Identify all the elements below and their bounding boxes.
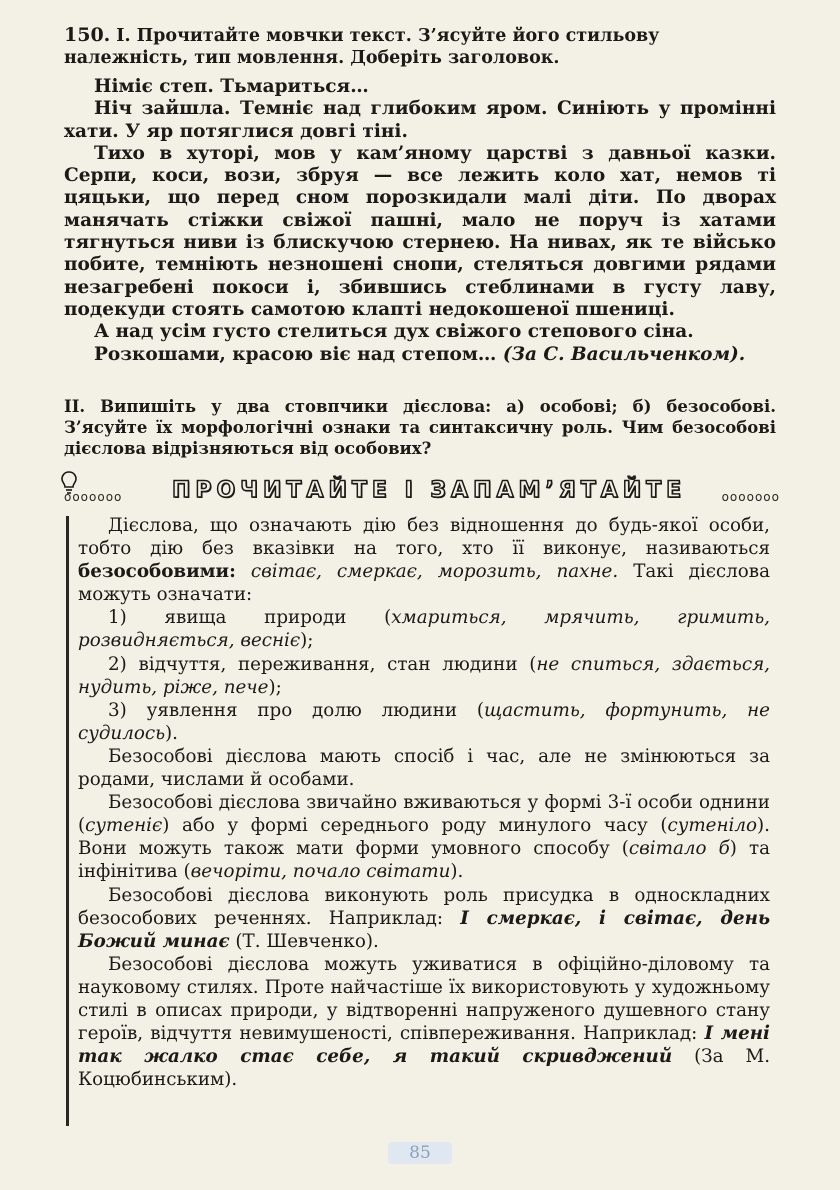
rule-text: ). Вони можуть також мати форми умовного способу ( xyxy=(78,815,770,860)
exercise-number: 150. xyxy=(64,24,111,46)
banner-title: ПРОЧИТАЙТЕ І ЗАПАМ’ЯТАЙТЕ xyxy=(172,478,687,503)
rule-text: ) та інфінітива ( xyxy=(78,838,770,883)
rule-quote: І мені так жалко стає себе, я такий скривджений xyxy=(78,1023,770,1068)
task-1-text: І. Прочитайте мовчки текст. З’ясуйте його стильову належність, тип мовлення. Доберіть заголовок. xyxy=(64,26,660,68)
rule-text: Дієслова, що означають дію без відношення до будь-якої особи, тобто дію без вказівки на того, хто її виконує, називаються xyxy=(78,515,770,560)
rule-examples: хмариться, мрячить, гримить, розвидняється, весніє xyxy=(78,607,770,652)
rule-text: ). xyxy=(450,861,464,883)
page-number: 85 xyxy=(388,1142,452,1164)
grammar-rule xyxy=(78,514,770,1091)
rule-text: (За М. Коцюбинським). xyxy=(78,1046,770,1091)
text-paragraph: А над усім густо стелиться дух свіжого степового сіна. xyxy=(94,321,694,343)
text-paragraph xyxy=(64,344,776,366)
rule-text: 2) відчуття, переживання, стан людини ( xyxy=(108,653,537,675)
rule-text: 1) явища природи ( xyxy=(108,607,392,629)
read-and-remember-banner xyxy=(60,470,780,514)
rule-examples: щастить, фортунить, не судилось xyxy=(78,699,770,744)
rule-text: (Т. Шевченко). xyxy=(229,930,379,952)
rule-quote: І смеркає, і світає, день Божий минає xyxy=(78,907,770,952)
rule-examples: не спиться, здається, нудить, ріже, пече xyxy=(78,653,770,698)
rule-list-item xyxy=(78,606,770,652)
rule-paragraph xyxy=(78,791,770,883)
rule-text: 3) уявлення про долю людини ( xyxy=(108,699,484,721)
rule-text: Безособові дієслова звичайно вживаються у формі 3-ї особи однини ( xyxy=(78,792,770,837)
rule-paragraph xyxy=(78,514,770,606)
rule-examples: світало б xyxy=(628,838,730,860)
rule-paragraph: Безособові дієслова мають спосіб і час, але не змінюються за родами, числами й особами. xyxy=(78,745,770,791)
exercise-task-2: ІІ. Випишіть у два стовпчики дієслова: а) особові; б) безособові. З’ясуйте їх морфологічні ознаки та синтаксичну роль. Чим безособові дієслова відрізняються від особових? xyxy=(64,397,776,458)
rule-text: ). xyxy=(165,722,178,744)
rule-text: Безособові дієслова виконують роль присудка в односкладних безособових реченнях. Наприклад: xyxy=(78,884,770,929)
rule-text: ); xyxy=(268,676,282,698)
rule-examples: сутеніє xyxy=(85,815,163,837)
reading-text xyxy=(64,76,776,366)
rule-text: ) або у формі середнього роду минулого часу ( xyxy=(162,815,668,837)
text-last-line: Розкошами, красою віє над степом… xyxy=(94,343,497,365)
rule-side-bar xyxy=(66,516,69,1126)
exercise-task-1 xyxy=(64,24,776,69)
banner-dots-right: ooooooo xyxy=(721,490,780,504)
rule-term: безособовими: xyxy=(78,561,236,583)
rule-text: ); xyxy=(300,630,314,652)
rule-examples: сутеніло xyxy=(667,815,758,837)
banner-dots-left: ooooooo xyxy=(64,490,123,504)
rule-list-item xyxy=(78,699,770,745)
rule-text: Такі дієслова можуть означати: xyxy=(78,561,770,606)
text-paragraph: Тихо в хуторі, мов у кам’яному царстві з давньої казки. Серпи, коси, вози, збруя — все лежить коло хат, немов ті цяцьки, що перед сном порозкидали малі діти. По дворах манячать стіжки свіжої пашні, мало не поруч із хатами тягнуться ниви із блискучою стернею. На нивах, як те військо побите, темніють незношені снопи, стеляться довгими рядами незагребені покоси і, збившись стеблинами в густу лаву, подекуди стоять самотою клапті недокошеної пшениці. xyxy=(64,142,776,320)
rule-paragraph xyxy=(78,884,770,953)
text-paragraph: Німіє степ. Тьмариться… xyxy=(94,76,369,97)
text-source: (За С. Васильченком). xyxy=(502,343,746,365)
rule-examples: вечоріти, почало світати xyxy=(190,861,451,883)
text-paragraph: Ніч зайшла. Темніє над глибоким яром. Синіють у промінні хати. У яр потяглися довгі тіні. xyxy=(64,98,776,142)
rule-paragraph xyxy=(78,953,770,1092)
rule-list-item xyxy=(78,653,770,699)
rule-examples: світає, смеркає, морозить, пахне. xyxy=(235,561,619,583)
rule-text: Безособові дієслова можуть уживатися в офіційно-діловому та науковому стилях. Проте найчастіше їх використовують у художньому стилі в описах природи, у відтворенні напруженого душевного стану героїв, відчуття невимушеності, співпереживання. Наприклад: xyxy=(78,953,770,1045)
